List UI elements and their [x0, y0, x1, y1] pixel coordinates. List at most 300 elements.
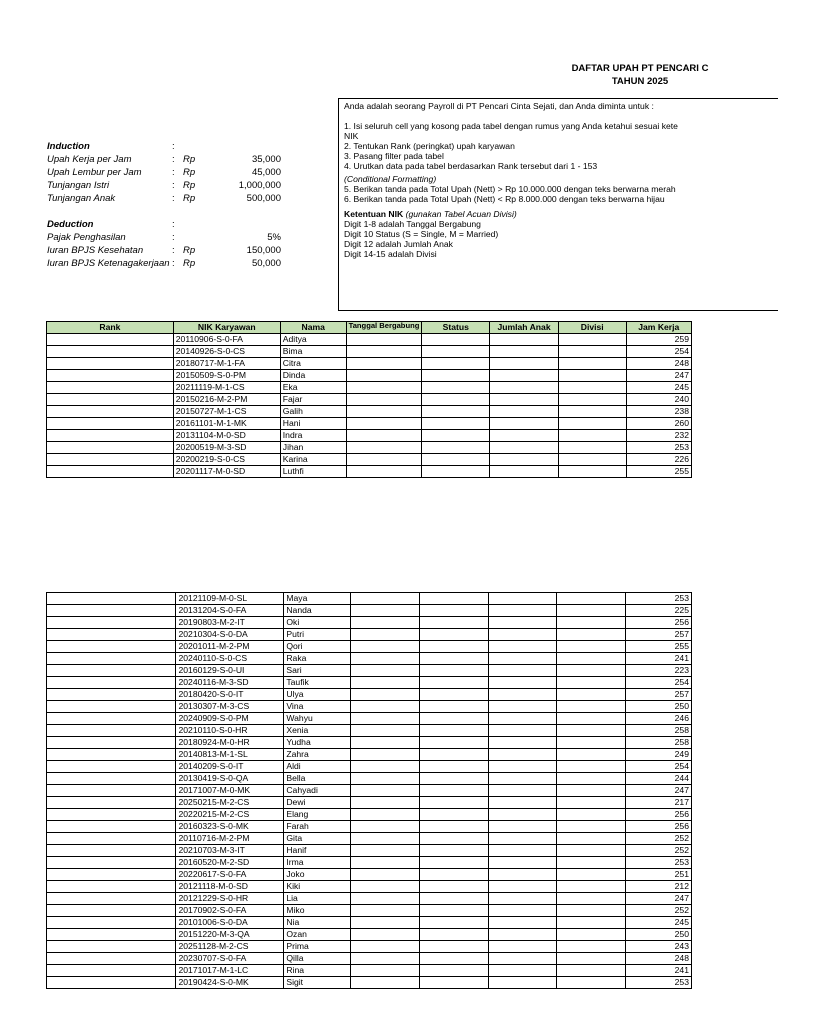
jam-kerja-cell[interactable]: 245: [626, 917, 692, 929]
jam-kerja-cell[interactable]: 254: [626, 677, 692, 689]
nik-cell[interactable]: 20201011-M-2-PM: [176, 641, 284, 653]
nama-cell[interactable]: Ulya: [284, 689, 351, 701]
nik-cell[interactable]: 20121229-S-0-HR: [176, 893, 284, 905]
status-cell[interactable]: [419, 641, 488, 653]
rank-cell[interactable]: [47, 418, 174, 430]
tanggal-bergabung-cell[interactable]: [351, 905, 420, 917]
status-cell[interactable]: [419, 857, 488, 869]
divisi-cell[interactable]: [557, 809, 626, 821]
tanggal-bergabung-cell[interactable]: [351, 845, 420, 857]
rank-cell[interactable]: [47, 605, 176, 617]
rank-cell[interactable]: [47, 929, 176, 941]
divisi-cell[interactable]: [558, 370, 626, 382]
jam-kerja-cell[interactable]: 244: [626, 773, 692, 785]
tanggal-bergabung-cell[interactable]: [351, 809, 420, 821]
nama-cell[interactable]: Miko: [284, 905, 351, 917]
rank-cell[interactable]: [47, 406, 174, 418]
nik-cell[interactable]: 20161101-M-1-MK: [173, 418, 280, 430]
status-cell[interactable]: [419, 785, 488, 797]
rank-cell[interactable]: [47, 977, 176, 989]
nama-cell[interactable]: Farah: [284, 821, 351, 833]
jam-kerja-cell[interactable]: 253: [626, 857, 692, 869]
nik-cell[interactable]: 20200219-S-0-CS: [173, 454, 280, 466]
nama-cell[interactable]: Hani: [280, 418, 346, 430]
nik-cell[interactable]: 20210110-S-0-HR: [176, 725, 284, 737]
jumlah-anak-cell[interactable]: [488, 629, 557, 641]
jumlah-anak-cell[interactable]: [488, 653, 557, 665]
divisi-cell[interactable]: [557, 953, 626, 965]
tanggal-bergabung-cell[interactable]: [351, 665, 420, 677]
jam-kerja-cell[interactable]: 258: [626, 725, 692, 737]
divisi-cell[interactable]: [557, 701, 626, 713]
nama-cell[interactable]: Wahyu: [284, 713, 351, 725]
rank-cell[interactable]: [47, 454, 174, 466]
column-header-nik[interactable]: NIK Karyawan: [173, 322, 280, 334]
nama-cell[interactable]: Citra: [280, 358, 346, 370]
divisi-cell[interactable]: [558, 382, 626, 394]
divisi-cell[interactable]: [558, 394, 626, 406]
tanggal-bergabung-cell[interactable]: [351, 629, 420, 641]
jumlah-anak-cell[interactable]: [488, 797, 557, 809]
jam-kerja-cell[interactable]: 238: [626, 406, 691, 418]
nik-cell[interactable]: 20150509-S-0-PM: [173, 370, 280, 382]
nama-cell[interactable]: Maya: [284, 593, 351, 605]
nik-cell[interactable]: 20250215-M-2-CS: [176, 797, 284, 809]
status-cell[interactable]: [422, 430, 490, 442]
nama-cell[interactable]: Qori: [284, 641, 351, 653]
nama-cell[interactable]: Bella: [284, 773, 351, 785]
divisi-cell[interactable]: [557, 605, 626, 617]
jam-kerja-cell[interactable]: 257: [626, 689, 692, 701]
status-cell[interactable]: [422, 394, 490, 406]
status-cell[interactable]: [422, 370, 490, 382]
tanggal-bergabung-cell[interactable]: [351, 773, 420, 785]
jumlah-anak-cell[interactable]: [488, 725, 557, 737]
divisi-cell[interactable]: [557, 749, 626, 761]
jumlah-anak-cell[interactable]: [488, 881, 557, 893]
nik-cell[interactable]: 20210304-S-0-DA: [176, 629, 284, 641]
nik-cell[interactable]: 20190803-M-2-IT: [176, 617, 284, 629]
nama-cell[interactable]: Prima: [284, 941, 351, 953]
jam-kerja-cell[interactable]: 248: [626, 953, 692, 965]
rank-cell[interactable]: [47, 442, 174, 454]
jam-kerja-cell[interactable]: 240: [626, 394, 691, 406]
divisi-cell[interactable]: [557, 737, 626, 749]
rank-cell[interactable]: [47, 773, 176, 785]
jumlah-anak-cell[interactable]: [488, 773, 557, 785]
status-cell[interactable]: [419, 917, 488, 929]
rank-cell[interactable]: [47, 953, 176, 965]
nama-cell[interactable]: Gita: [284, 833, 351, 845]
divisi-cell[interactable]: [557, 641, 626, 653]
rank-cell[interactable]: [47, 833, 176, 845]
nik-cell[interactable]: 20131204-S-0-FA: [176, 605, 284, 617]
nik-cell[interactable]: 20201117-M-0-SD: [173, 466, 280, 478]
divisi-cell[interactable]: [558, 346, 626, 358]
rank-cell[interactable]: [47, 653, 176, 665]
jam-kerja-cell[interactable]: 225: [626, 605, 692, 617]
tanggal-bergabung-cell[interactable]: [351, 593, 420, 605]
nik-cell[interactable]: 20240110-S-0-CS: [176, 653, 284, 665]
status-cell[interactable]: [419, 737, 488, 749]
divisi-cell[interactable]: [557, 617, 626, 629]
nik-cell[interactable]: 20150216-M-2-PM: [173, 394, 280, 406]
status-cell[interactable]: [419, 809, 488, 821]
jumlah-anak-cell[interactable]: [488, 665, 557, 677]
tanggal-bergabung-cell[interactable]: [351, 857, 420, 869]
divisi-cell[interactable]: [557, 821, 626, 833]
jumlah-anak-cell[interactable]: [488, 869, 557, 881]
rank-cell[interactable]: [47, 905, 176, 917]
jumlah-anak-cell[interactable]: [488, 617, 557, 629]
tanggal-bergabung-cell[interactable]: [346, 334, 422, 346]
jumlah-anak-cell[interactable]: [488, 905, 557, 917]
rank-cell[interactable]: [47, 845, 176, 857]
jam-kerja-cell[interactable]: 226: [626, 454, 691, 466]
divisi-cell[interactable]: [557, 713, 626, 725]
jumlah-anak-cell[interactable]: [488, 689, 557, 701]
jumlah-anak-cell[interactable]: [490, 466, 559, 478]
status-cell[interactable]: [419, 845, 488, 857]
nik-cell[interactable]: 20171017-M-1-LC: [176, 965, 284, 977]
tanggal-bergabung-cell[interactable]: [346, 466, 422, 478]
rank-cell[interactable]: [47, 334, 174, 346]
tanggal-bergabung-cell[interactable]: [351, 821, 420, 833]
status-cell[interactable]: [422, 406, 490, 418]
nama-cell[interactable]: Galih: [280, 406, 346, 418]
status-cell[interactable]: [419, 797, 488, 809]
divisi-cell[interactable]: [557, 629, 626, 641]
rank-cell[interactable]: [47, 430, 174, 442]
jam-kerja-cell[interactable]: 256: [626, 821, 692, 833]
status-cell[interactable]: [419, 665, 488, 677]
rank-cell[interactable]: [47, 641, 176, 653]
status-cell[interactable]: [419, 653, 488, 665]
status-cell[interactable]: [419, 905, 488, 917]
tanggal-bergabung-cell[interactable]: [351, 881, 420, 893]
tanggal-bergabung-cell[interactable]: [346, 442, 422, 454]
jam-kerja-cell[interactable]: 250: [626, 701, 692, 713]
jam-kerja-cell[interactable]: 247: [626, 785, 692, 797]
jumlah-anak-cell[interactable]: [488, 965, 557, 977]
rank-cell[interactable]: [47, 701, 176, 713]
jam-kerja-cell[interactable]: 241: [626, 965, 692, 977]
nama-cell[interactable]: Oki: [284, 617, 351, 629]
column-header-status[interactable]: Status: [422, 322, 490, 334]
jumlah-anak-cell[interactable]: [490, 334, 559, 346]
divisi-cell[interactable]: [557, 833, 626, 845]
nama-cell[interactable]: Putri: [284, 629, 351, 641]
jumlah-anak-cell[interactable]: [488, 833, 557, 845]
tanggal-bergabung-cell[interactable]: [351, 929, 420, 941]
tanggal-bergabung-cell[interactable]: [351, 677, 420, 689]
tanggal-bergabung-cell[interactable]: [351, 833, 420, 845]
jam-kerja-cell[interactable]: 252: [626, 833, 692, 845]
divisi-cell[interactable]: [557, 929, 626, 941]
jumlah-anak-cell[interactable]: [490, 370, 559, 382]
nik-cell[interactable]: 20150727-M-1-CS: [173, 406, 280, 418]
divisi-cell[interactable]: [558, 466, 626, 478]
rank-cell[interactable]: [47, 370, 174, 382]
status-cell[interactable]: [419, 689, 488, 701]
rank-cell[interactable]: [47, 725, 176, 737]
tanggal-bergabung-cell[interactable]: [351, 977, 420, 989]
nik-cell[interactable]: 20211119-M-1-CS: [173, 382, 280, 394]
rank-cell[interactable]: [47, 785, 176, 797]
rank-cell[interactable]: [47, 857, 176, 869]
nik-cell[interactable]: 20180717-M-1-FA: [173, 358, 280, 370]
nama-cell[interactable]: Nia: [284, 917, 351, 929]
jumlah-anak-cell[interactable]: [488, 677, 557, 689]
divisi-cell[interactable]: [557, 893, 626, 905]
nama-cell[interactable]: Lia: [284, 893, 351, 905]
divisi-cell[interactable]: [557, 977, 626, 989]
divisi-cell[interactable]: [557, 857, 626, 869]
divisi-cell[interactable]: [557, 881, 626, 893]
nik-cell[interactable]: 20160323-S-0-MK: [176, 821, 284, 833]
divisi-cell[interactable]: [557, 653, 626, 665]
nama-cell[interactable]: Indra: [280, 430, 346, 442]
rank-cell[interactable]: [47, 394, 174, 406]
jam-kerja-cell[interactable]: 253: [626, 593, 692, 605]
rank-cell[interactable]: [47, 466, 174, 478]
rank-cell[interactable]: [47, 881, 176, 893]
jumlah-anak-cell[interactable]: [490, 454, 559, 466]
tanggal-bergabung-cell[interactable]: [351, 701, 420, 713]
nik-cell[interactable]: 20140926-S-0-CS: [173, 346, 280, 358]
nik-cell[interactable]: 20160520-M-2-SD: [176, 857, 284, 869]
nik-cell[interactable]: 20240909-S-0-PM: [176, 713, 284, 725]
jumlah-anak-cell[interactable]: [488, 641, 557, 653]
nik-cell[interactable]: 20110906-S-0-FA: [173, 334, 280, 346]
nama-cell[interactable]: Raka: [284, 653, 351, 665]
status-cell[interactable]: [419, 869, 488, 881]
nik-cell[interactable]: 20180420-S-0-IT: [176, 689, 284, 701]
tanggal-bergabung-cell[interactable]: [351, 953, 420, 965]
tanggal-bergabung-cell[interactable]: [351, 653, 420, 665]
status-cell[interactable]: [419, 713, 488, 725]
divisi-cell[interactable]: [557, 725, 626, 737]
rank-cell[interactable]: [47, 677, 176, 689]
status-cell[interactable]: [419, 953, 488, 965]
nik-cell[interactable]: 20230707-S-0-FA: [176, 953, 284, 965]
nik-cell[interactable]: 20130419-S-0-QA: [176, 773, 284, 785]
jumlah-anak-cell[interactable]: [490, 442, 559, 454]
jumlah-anak-cell[interactable]: [488, 857, 557, 869]
jam-kerja-cell[interactable]: 247: [626, 893, 692, 905]
divisi-cell[interactable]: [557, 689, 626, 701]
status-cell[interactable]: [419, 773, 488, 785]
jam-kerja-cell[interactable]: 256: [626, 809, 692, 821]
nama-cell[interactable]: Luthfi: [280, 466, 346, 478]
tanggal-bergabung-cell[interactable]: [351, 797, 420, 809]
jumlah-anak-cell[interactable]: [488, 761, 557, 773]
jam-kerja-cell[interactable]: 248: [626, 358, 691, 370]
column-header-divisi[interactable]: Divisi: [558, 322, 626, 334]
rank-cell[interactable]: [47, 917, 176, 929]
jumlah-anak-cell[interactable]: [490, 406, 559, 418]
jam-kerja-cell[interactable]: 254: [626, 346, 691, 358]
nama-cell[interactable]: Ozan: [284, 929, 351, 941]
status-cell[interactable]: [422, 382, 490, 394]
rank-cell[interactable]: [47, 749, 176, 761]
status-cell[interactable]: [419, 977, 488, 989]
jumlah-anak-cell[interactable]: [488, 749, 557, 761]
rank-cell[interactable]: [47, 346, 174, 358]
status-cell[interactable]: [419, 833, 488, 845]
jam-kerja-cell[interactable]: 256: [626, 617, 692, 629]
status-cell[interactable]: [419, 965, 488, 977]
column-header-jumlah-anak[interactable]: Jumlah Anak: [490, 322, 559, 334]
jam-kerja-cell[interactable]: 246: [626, 713, 692, 725]
divisi-cell[interactable]: [557, 593, 626, 605]
divisi-cell[interactable]: [557, 773, 626, 785]
nama-cell[interactable]: Vina: [284, 701, 351, 713]
tanggal-bergabung-cell[interactable]: [346, 382, 422, 394]
tanggal-bergabung-cell[interactable]: [351, 941, 420, 953]
nama-cell[interactable]: Xenia: [284, 725, 351, 737]
divisi-cell[interactable]: [557, 785, 626, 797]
divisi-cell[interactable]: [558, 454, 626, 466]
nik-cell[interactable]: 20171007-M-0-MK: [176, 785, 284, 797]
jumlah-anak-cell[interactable]: [488, 845, 557, 857]
rank-cell[interactable]: [47, 593, 176, 605]
divisi-cell[interactable]: [557, 905, 626, 917]
nik-cell[interactable]: 20180924-M-0-HR: [176, 737, 284, 749]
nama-cell[interactable]: Rina: [284, 965, 351, 977]
tanggal-bergabung-cell[interactable]: [351, 725, 420, 737]
status-cell[interactable]: [419, 725, 488, 737]
status-cell[interactable]: [419, 701, 488, 713]
status-cell[interactable]: [422, 466, 490, 478]
nik-cell[interactable]: 20151220-M-3-QA: [176, 929, 284, 941]
nik-cell[interactable]: 20140813-M-1-SL: [176, 749, 284, 761]
rank-cell[interactable]: [47, 941, 176, 953]
rank-cell[interactable]: [47, 358, 174, 370]
jumlah-anak-cell[interactable]: [488, 593, 557, 605]
divisi-cell[interactable]: [557, 941, 626, 953]
nama-cell[interactable]: Karina: [280, 454, 346, 466]
jumlah-anak-cell[interactable]: [488, 977, 557, 989]
column-header-tanggal-bergabung[interactable]: Tanggal Bergabung: [346, 322, 422, 334]
tanggal-bergabung-cell[interactable]: [346, 454, 422, 466]
jam-kerja-cell[interactable]: 251: [626, 869, 692, 881]
nik-cell[interactable]: 20190424-S-0-MK: [176, 977, 284, 989]
tanggal-bergabung-cell[interactable]: [351, 785, 420, 797]
rank-cell[interactable]: [47, 713, 176, 725]
nama-cell[interactable]: Nanda: [284, 605, 351, 617]
rank-cell[interactable]: [47, 737, 176, 749]
jumlah-anak-cell[interactable]: [488, 917, 557, 929]
nama-cell[interactable]: Hanif: [284, 845, 351, 857]
status-cell[interactable]: [419, 929, 488, 941]
rank-cell[interactable]: [47, 761, 176, 773]
tanggal-bergabung-cell[interactable]: [346, 358, 422, 370]
tanggal-bergabung-cell[interactable]: [351, 917, 420, 929]
rank-cell[interactable]: [47, 821, 176, 833]
divisi-cell[interactable]: [557, 965, 626, 977]
nama-cell[interactable]: Kiki: [284, 881, 351, 893]
divisi-cell[interactable]: [558, 442, 626, 454]
rank-cell[interactable]: [47, 617, 176, 629]
jumlah-anak-cell[interactable]: [488, 713, 557, 725]
jumlah-anak-cell[interactable]: [490, 418, 559, 430]
nik-cell[interactable]: 20121109-M-0-SL: [176, 593, 284, 605]
tanggal-bergabung-cell[interactable]: [346, 430, 422, 442]
status-cell[interactable]: [419, 629, 488, 641]
tanggal-bergabung-cell[interactable]: [351, 761, 420, 773]
tanggal-bergabung-cell[interactable]: [351, 641, 420, 653]
jumlah-anak-cell[interactable]: [490, 358, 559, 370]
nama-cell[interactable]: Fajar: [280, 394, 346, 406]
status-cell[interactable]: [422, 334, 490, 346]
nama-cell[interactable]: Taufik: [284, 677, 351, 689]
nama-cell[interactable]: Qilla: [284, 953, 351, 965]
status-cell[interactable]: [422, 418, 490, 430]
nama-cell[interactable]: Eka: [280, 382, 346, 394]
status-cell[interactable]: [419, 677, 488, 689]
status-cell[interactable]: [422, 346, 490, 358]
jam-kerja-cell[interactable]: 257: [626, 629, 692, 641]
divisi-cell[interactable]: [558, 418, 626, 430]
jam-kerja-cell[interactable]: 247: [626, 370, 691, 382]
nama-cell[interactable]: Irma: [284, 857, 351, 869]
status-cell[interactable]: [419, 821, 488, 833]
nama-cell[interactable]: Dewi: [284, 797, 351, 809]
nik-cell[interactable]: 20121118-M-0-SD: [176, 881, 284, 893]
divisi-cell[interactable]: [558, 430, 626, 442]
nik-cell[interactable]: 20170902-S-0-FA: [176, 905, 284, 917]
jam-kerja-cell[interactable]: 232: [626, 430, 691, 442]
jumlah-anak-cell[interactable]: [488, 701, 557, 713]
tanggal-bergabung-cell[interactable]: [351, 869, 420, 881]
jam-kerja-cell[interactable]: 255: [626, 466, 691, 478]
jumlah-anak-cell[interactable]: [488, 929, 557, 941]
nik-cell[interactable]: 20220617-S-0-FA: [176, 869, 284, 881]
divisi-cell[interactable]: [558, 358, 626, 370]
jam-kerja-cell[interactable]: 258: [626, 737, 692, 749]
jam-kerja-cell[interactable]: 250: [626, 929, 692, 941]
status-cell[interactable]: [419, 761, 488, 773]
jumlah-anak-cell[interactable]: [488, 605, 557, 617]
rank-cell[interactable]: [47, 689, 176, 701]
jumlah-anak-cell[interactable]: [490, 346, 559, 358]
divisi-cell[interactable]: [557, 677, 626, 689]
rank-cell[interactable]: [47, 629, 176, 641]
status-cell[interactable]: [422, 454, 490, 466]
tanggal-bergabung-cell[interactable]: [346, 406, 422, 418]
tanggal-bergabung-cell[interactable]: [351, 749, 420, 761]
nama-cell[interactable]: Elang: [284, 809, 351, 821]
tanggal-bergabung-cell[interactable]: [351, 605, 420, 617]
nama-cell[interactable]: Yudha: [284, 737, 351, 749]
jam-kerja-cell[interactable]: 241: [626, 653, 692, 665]
divisi-cell[interactable]: [557, 869, 626, 881]
nama-cell[interactable]: Bima: [280, 346, 346, 358]
status-cell[interactable]: [422, 358, 490, 370]
nik-cell[interactable]: 20140209-S-0-IT: [176, 761, 284, 773]
status-cell[interactable]: [419, 749, 488, 761]
column-header-rank[interactable]: Rank: [47, 322, 174, 334]
nik-cell[interactable]: 20101006-S-0-DA: [176, 917, 284, 929]
nama-cell[interactable]: Cahyadi: [284, 785, 351, 797]
jumlah-anak-cell[interactable]: [488, 737, 557, 749]
status-cell[interactable]: [419, 617, 488, 629]
nik-cell[interactable]: 20160129-S-0-UI: [176, 665, 284, 677]
divisi-cell[interactable]: [558, 334, 626, 346]
nik-cell[interactable]: 20251128-M-2-CS: [176, 941, 284, 953]
jumlah-anak-cell[interactable]: [488, 785, 557, 797]
